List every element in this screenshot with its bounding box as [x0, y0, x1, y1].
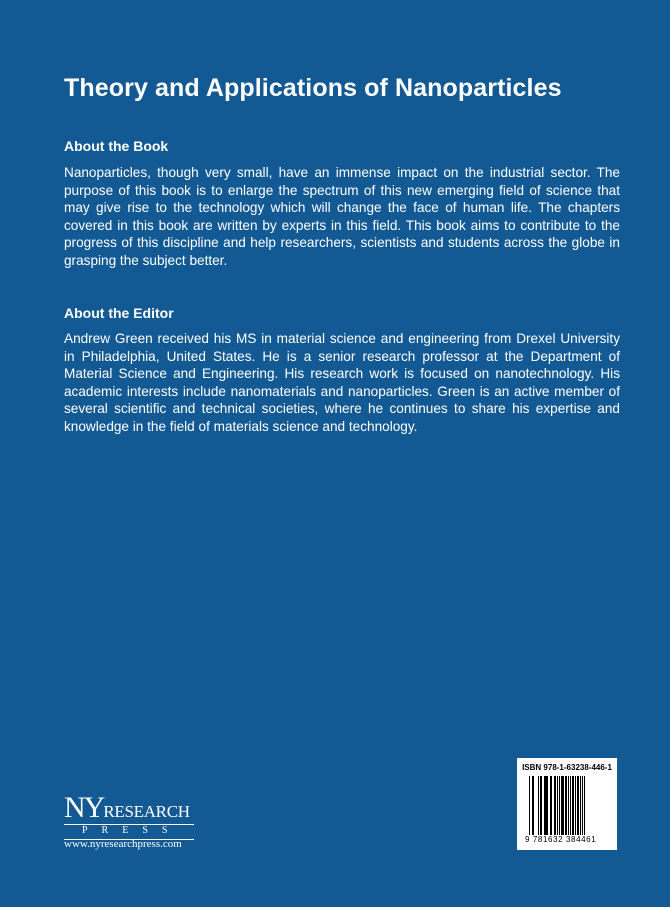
barcode-digits: 9 781632 384461 — [525, 835, 597, 844]
about-book-heading: About the Book — [64, 138, 169, 154]
isbn-label: ISBN 978-1-63238-446-1 — [522, 763, 612, 772]
logo-research: RESEARCH — [103, 802, 190, 821]
logo-ny: NY — [64, 791, 104, 824]
book-title: Theory and Applications of Nanoparticles — [64, 74, 562, 102]
publisher-url: www.nyresearchpress.com — [64, 838, 182, 850]
about-editor-text: Andrew Green received his MS in material science and engineering from Drexel University in Philadelphia, United States. He is a senior research professor at the Department of Material Science and Engineering. His research work is focused on nanotechnology. His academic interests include nanomaterials and nanoparticles. Green is an active member of several scientific and technical societies, where he continues to share his expertise and knowledge in the field of materials science and technology. — [64, 331, 620, 434]
barcode-bars — [529, 776, 607, 838]
about-editor-heading: About the Editor — [64, 305, 174, 321]
barcode-bar — [585, 776, 586, 838]
isbn-barcode — [517, 758, 617, 850]
logo-press: PRESS — [82, 825, 182, 836]
about-book-text: Nanoparticles, though very small, have an immense impact on the industrial sector. The purpose of this book is to enlarge the spectrum of this new emerging field of science that may give rise to the technology which will change the face of human life. The chapters covered in this book are written by experts in this field. This book aims to contribute to the progress of this discipline and help researchers, scientists and students across the globe in grasping the subject better. — [64, 165, 620, 268]
publisher-logo — [64, 791, 194, 840]
